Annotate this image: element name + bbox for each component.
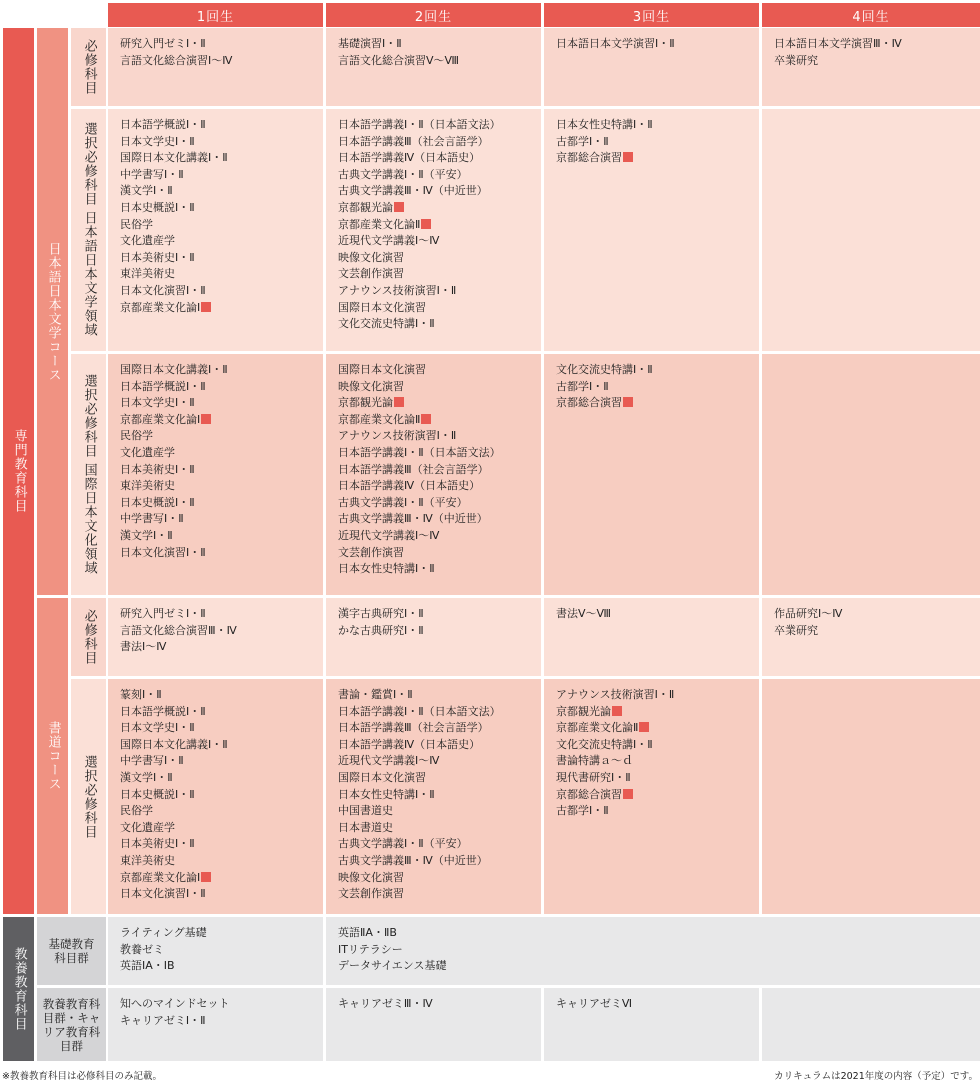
- course-item: 漢字古典研究Ⅰ・Ⅱ: [338, 607, 424, 620]
- course-item: 日本女性史特講Ⅰ・Ⅱ: [556, 118, 653, 131]
- course-item: 日本語学概説Ⅰ・Ⅱ: [120, 118, 206, 131]
- course-item: アナウンス技術演習Ⅰ・Ⅱ: [338, 429, 457, 443]
- kyoto-marker-icon: [623, 397, 633, 407]
- course-item: ライティング基礎: [120, 926, 207, 939]
- course-item: 日本語学講義Ⅳ（日本語史）: [338, 479, 481, 493]
- course-item: 文化交流史特講Ⅰ・Ⅱ: [556, 363, 653, 376]
- cell-n_kokusai-year2: [326, 354, 541, 595]
- course-item: 日本美術史Ⅰ・Ⅱ: [120, 462, 195, 476]
- course-item: 日本語日本文学演習Ⅰ・Ⅱ: [556, 37, 675, 50]
- cell-n_nihongo-year4: [762, 109, 980, 351]
- cell-n_kokusai-year4: [762, 354, 980, 595]
- cell-s_hisshu-year2: [326, 598, 541, 676]
- course-item: 文化遺産学: [120, 445, 175, 459]
- course-item: 京都産業文化論Ⅱ: [338, 412, 541, 429]
- course-item: 日本美術史Ⅰ・Ⅱ: [120, 250, 195, 264]
- course-item: アナウンス技術演習Ⅰ・Ⅱ: [338, 283, 457, 297]
- course-item: 研究入門ゼミⅠ・Ⅱ: [120, 37, 206, 50]
- cell-n_hisshu-year1: [108, 28, 323, 106]
- course-item: 東洋美術史: [120, 479, 175, 493]
- kyoto-marker-icon: [623, 152, 633, 162]
- course-item: 京都観光論: [338, 200, 541, 217]
- kyoto-marker-icon: [201, 302, 211, 312]
- course-shodo: 書道コース: [37, 598, 68, 914]
- course-item: 日本女性史特講Ⅰ・Ⅱ: [338, 562, 435, 576]
- course-item: 国際日本文化演習: [338, 300, 426, 314]
- course-item: 日本文学史Ⅰ・Ⅱ: [120, 396, 195, 410]
- year-header-3: 3回生: [544, 3, 759, 27]
- course-item: 映像文化演習: [338, 250, 404, 264]
- cell-s_sentaku-year3: [544, 679, 759, 914]
- course-item: 文芸創作演習: [338, 887, 404, 901]
- cell-g_kyoyo-year3: [544, 988, 759, 1061]
- course-item: 京都観光論: [338, 395, 541, 412]
- course-item: 書法Ⅰ〜Ⅳ: [120, 640, 167, 654]
- cell-n_nihongo-year3: [544, 109, 759, 351]
- course-item: 京都産業文化論Ⅰ: [120, 300, 323, 317]
- course-item: 古典文学講義Ⅰ・Ⅱ（平安）: [338, 837, 468, 851]
- kyoto-marker-icon: [612, 706, 622, 716]
- category-senmon: 専門教育科目: [3, 28, 34, 914]
- course-item: 国際日本文化演習: [338, 363, 426, 376]
- course-item: 言語文化総合演習Ⅰ〜Ⅳ: [120, 53, 233, 67]
- course-item: 日本文化演習Ⅰ・Ⅱ: [120, 887, 206, 901]
- kyoto-marker-icon: [421, 219, 431, 229]
- label-sentaku-kokusai: 選択必修科目 国際日本文化領域: [71, 354, 106, 595]
- course-item: 日本文化演習Ⅰ・Ⅱ: [120, 545, 206, 559]
- course-item: 知へのマインドセット: [120, 997, 230, 1010]
- course-item: 日本語学講義Ⅲ（社会言語学）: [338, 134, 489, 148]
- course-item: 京都産業文化論Ⅰ: [120, 870, 323, 887]
- course-item: 近現代文学講義Ⅰ〜Ⅳ: [338, 234, 440, 248]
- course-item: かな古典研究Ⅰ・Ⅱ: [338, 623, 424, 637]
- course-item: 国際日本文化講義Ⅰ・Ⅱ: [120, 363, 228, 376]
- course-item: 古都学Ⅰ・Ⅱ: [556, 379, 609, 393]
- course-item: 漢文学Ⅰ・Ⅱ: [120, 528, 173, 542]
- course-item: ITリテラシー: [338, 942, 403, 956]
- kyoto-marker-icon: [639, 722, 649, 732]
- course-item: 民俗学: [120, 429, 153, 443]
- course-item: 京都総合演習: [556, 395, 759, 412]
- course-item: 古典文学講義Ⅰ・Ⅱ（平安）: [338, 495, 468, 509]
- course-item: 日本史概説Ⅰ・Ⅱ: [120, 787, 195, 801]
- course-item: 言語文化総合演習Ⅲ・Ⅳ: [120, 623, 237, 637]
- cell-s_sentaku-year2: [326, 679, 541, 914]
- cell-n_hisshu-year2: [326, 28, 541, 106]
- course-item: キャリアゼミⅠ・Ⅱ: [120, 1013, 206, 1027]
- cell-g_kyoyo-year2: [326, 988, 541, 1061]
- course-item: 民俗学: [120, 217, 153, 231]
- course-item: 東洋美術史: [120, 267, 175, 281]
- cell-s_sentaku-year4: [762, 679, 980, 914]
- footnote-left: ※教養教育科目は必修科目のみ記載。: [2, 1071, 162, 1082]
- course-item: 国際日本文化講義Ⅰ・Ⅱ: [120, 151, 228, 165]
- course-item: 文芸創作演習: [338, 267, 404, 281]
- course-item: 映像文化演習: [338, 379, 404, 393]
- kyoto-marker-icon: [421, 414, 431, 424]
- course-item: 書法Ⅴ〜Ⅷ: [556, 607, 612, 620]
- cell-n_nihongo-year1: [108, 109, 323, 351]
- year-header-4: 4回生: [762, 3, 980, 27]
- course-item: 京都総合演習: [556, 150, 759, 167]
- kyoto-marker-icon: [201, 414, 211, 424]
- course-item: 京都産業文化論Ⅱ: [556, 720, 759, 737]
- course-item: 教養ゼミ: [120, 942, 164, 956]
- course-item: 国際日本文化演習: [338, 770, 426, 784]
- category-kyoyo: 教養教育科目: [3, 917, 34, 1061]
- cell-g_kiso-year2: [326, 917, 980, 985]
- course-nihongo: 日本語日本文学コース: [37, 28, 68, 595]
- course-item: 漢文学Ⅰ・Ⅱ: [120, 770, 173, 784]
- kyoto-marker-icon: [394, 202, 404, 212]
- label-kiso: 基礎教育科目群: [37, 917, 106, 985]
- course-item: 日本語学講義Ⅲ（社会言語学）: [338, 462, 489, 476]
- course-item: 日本文化演習Ⅰ・Ⅱ: [120, 283, 206, 297]
- cell-n_hisshu-year3: [544, 28, 759, 106]
- course-item: 漢文学Ⅰ・Ⅱ: [120, 184, 173, 198]
- course-item: 言語文化総合演習Ⅴ〜Ⅷ: [338, 53, 460, 67]
- course-item: 日本語学講義Ⅳ（日本語史）: [338, 151, 481, 165]
- label-shodo-hisshu: 必修科目: [71, 598, 106, 676]
- course-item: 中学書写Ⅰ・Ⅱ: [120, 512, 184, 526]
- course-item: 中国書道史: [338, 804, 393, 818]
- course-item: 京都総合演習: [556, 787, 759, 804]
- course-item: 中学書写Ⅰ・Ⅱ: [120, 754, 184, 768]
- course-item: 文化交流史特講Ⅰ・Ⅱ: [338, 317, 435, 331]
- course-item: 日本語学講義Ⅰ・Ⅱ（日本語文法）: [338, 118, 501, 131]
- course-item: 卒業研究: [774, 53, 818, 67]
- course-item: 日本女性史特講Ⅰ・Ⅱ: [338, 787, 435, 801]
- label-sentaku-nihongo: 選択必修科目 日本語日本文学領域: [71, 109, 106, 351]
- course-item: 古都学Ⅰ・Ⅱ: [556, 134, 609, 148]
- course-item: アナウンス技術演習Ⅰ・Ⅱ: [556, 688, 675, 701]
- course-item: 国際日本文化講義Ⅰ・Ⅱ: [120, 737, 228, 751]
- kyoto-marker-icon: [201, 872, 211, 882]
- year-header-1: 1回生: [108, 3, 323, 27]
- course-item: キャリアゼミⅢ・Ⅳ: [338, 997, 433, 1010]
- course-item: キャリアゼミⅥ: [556, 997, 633, 1010]
- course-item: 日本文学史Ⅰ・Ⅱ: [120, 134, 195, 148]
- course-item: 文芸創作演習: [338, 545, 404, 559]
- year-header-2: 2回生: [326, 3, 541, 27]
- course-item: 日本語学概説Ⅰ・Ⅱ: [120, 379, 206, 393]
- course-item: データサイエンス基礎: [338, 959, 447, 973]
- label-shodo-sentaku: 選択必修科目: [71, 679, 106, 914]
- course-item: 卒業研究: [774, 623, 818, 637]
- course-item: 英語ⅡA・ⅡB: [338, 926, 397, 939]
- course-item: 古典文学講義Ⅲ・Ⅳ（中近世）: [338, 853, 488, 867]
- course-item: 日本史概説Ⅰ・Ⅱ: [120, 495, 195, 509]
- cell-n_nihongo-year2: [326, 109, 541, 351]
- course-item: 中学書写Ⅰ・Ⅱ: [120, 167, 184, 181]
- course-item: 京都観光論: [556, 704, 759, 721]
- course-item: 日本書道史: [338, 820, 393, 834]
- course-item: 近現代文学講義Ⅰ〜Ⅳ: [338, 528, 440, 542]
- course-item: 日本語日本文学演習Ⅲ・Ⅳ: [774, 37, 902, 50]
- course-item: 古典文学講義Ⅲ・Ⅳ（中近世）: [338, 512, 488, 526]
- cell-s_sentaku-year1: [108, 679, 323, 914]
- course-item: 文化遺産学: [120, 234, 175, 248]
- course-item: 日本史概説Ⅰ・Ⅱ: [120, 200, 195, 214]
- cell-g_kyoyo-year4: [762, 988, 980, 1061]
- course-item: 京都産業文化論Ⅱ: [338, 217, 541, 234]
- course-item: 京都産業文化論Ⅰ: [120, 412, 323, 429]
- course-item: 日本語学講義Ⅰ・Ⅱ（日本語文法）: [338, 445, 501, 459]
- label-kyoyo-career: 教養教育科目群・キャリア教育科目群: [37, 988, 106, 1061]
- course-item: 日本語学講義Ⅲ（社会言語学）: [338, 721, 489, 735]
- course-item: 文化交流史特講Ⅰ・Ⅱ: [556, 737, 653, 751]
- cell-s_hisshu-year1: [108, 598, 323, 676]
- course-item: 日本美術史Ⅰ・Ⅱ: [120, 837, 195, 851]
- kyoto-marker-icon: [394, 397, 404, 407]
- course-item: 現代書研究Ⅰ・Ⅱ: [556, 770, 631, 784]
- course-item: 古典文学講義Ⅰ・Ⅱ（平安）: [338, 167, 468, 181]
- cell-g_kiso-year1: [108, 917, 323, 985]
- label-hisshu: 必修科目: [71, 28, 106, 106]
- course-item: 研究入門ゼミⅠ・Ⅱ: [120, 607, 206, 620]
- course-item: 基礎演習Ⅰ・Ⅱ: [338, 37, 402, 50]
- course-item: 書論特講ａ〜ｄ: [556, 754, 633, 768]
- course-item: 映像文化演習: [338, 870, 404, 884]
- course-item: 日本語学講義Ⅰ・Ⅱ（日本語文法）: [338, 704, 501, 718]
- cell-n_kokusai-year3: [544, 354, 759, 595]
- course-item: 作品研究Ⅰ〜Ⅳ: [774, 607, 843, 620]
- course-item: 東洋美術史: [120, 853, 175, 867]
- cell-s_hisshu-year3: [544, 598, 759, 676]
- course-item: 日本文学史Ⅰ・Ⅱ: [120, 721, 195, 735]
- course-item: 古都学Ⅰ・Ⅱ: [556, 804, 609, 818]
- course-item: 日本語学概説Ⅰ・Ⅱ: [120, 704, 206, 718]
- course-item: 篆刻Ⅰ・Ⅱ: [120, 688, 162, 701]
- course-item: 民俗学: [120, 804, 153, 818]
- cell-n_kokusai-year1: [108, 354, 323, 595]
- cell-g_kyoyo-year1: [108, 988, 323, 1061]
- course-item: 古典文学講義Ⅲ・Ⅳ（中近世）: [338, 184, 488, 198]
- course-item: 書論・鑑賞Ⅰ・Ⅱ: [338, 688, 413, 701]
- kyoto-marker-icon: [623, 789, 633, 799]
- course-item: 近現代文学講義Ⅰ〜Ⅳ: [338, 754, 440, 768]
- cell-n_hisshu-year4: [762, 28, 980, 106]
- footnote-right: カリキュラムは2021年度の内容（予定）です。: [774, 1071, 978, 1082]
- course-item: 日本語学講義Ⅳ（日本語史）: [338, 737, 481, 751]
- cell-s_hisshu-year4: [762, 598, 980, 676]
- course-item: 英語ⅠA・ⅠB: [120, 959, 175, 973]
- course-item: 文化遺産学: [120, 820, 175, 834]
